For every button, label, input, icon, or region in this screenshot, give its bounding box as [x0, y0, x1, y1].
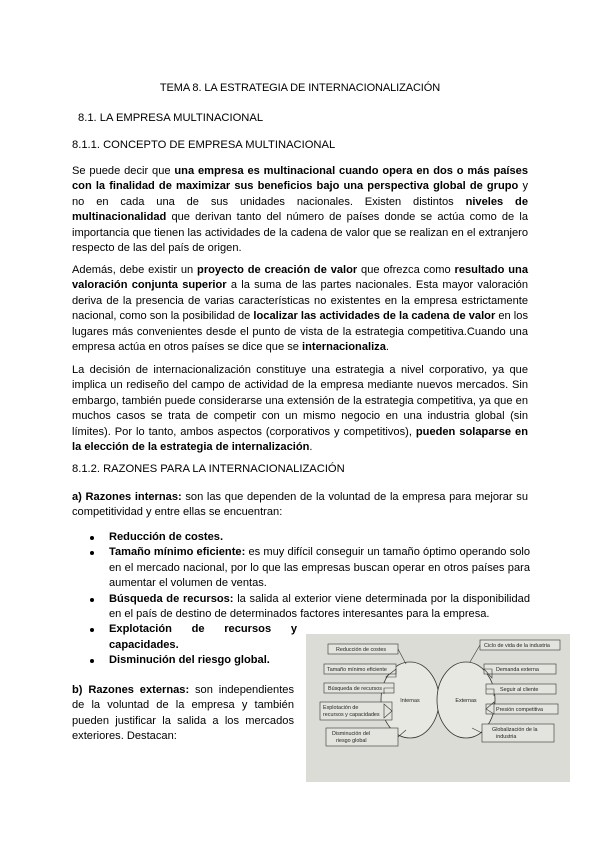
p2-bold-b: proyecto de creación de valor	[197, 264, 358, 276]
right-item-text: industria	[496, 734, 517, 740]
p1-text-a: Se puede decir que	[72, 165, 175, 177]
paragraph-internal-reasons	[72, 490, 528, 521]
bullet-bold: Reducción de costes.	[109, 531, 224, 543]
left-item-text: Disminución del	[332, 731, 371, 737]
left-item-text: Explotación de	[323, 705, 359, 711]
bullet-bold: Disminución del riesgo global.	[109, 654, 270, 667]
right-item-text: Presión competitiva	[496, 707, 544, 713]
section-heading-8-1-1: 8.1.1. CONCEPTO DE EMPRESA MULTINACIONAL	[72, 139, 336, 151]
list-item	[72, 530, 530, 545]
p3-bold-b: pueden solaparse en la elección de la estrategia de internalización	[72, 425, 528, 454]
p2-bold-f: localizar las actividades de la cadena de valor	[253, 310, 496, 323]
p2-bold-d: resultado una valoración conjunta superior	[72, 264, 528, 292]
reasons-diagram	[306, 634, 570, 782]
right-item-text: Ciclo de vida de la industria	[484, 643, 550, 649]
externas-label: Externas	[455, 698, 477, 704]
pa-bold-a: a) Razones internas:	[72, 491, 182, 503]
bullet-text: la salida al exterior viene determinada por la disponibilidad en el país de destino de determinados factores interesantes para la empresa.	[109, 592, 530, 621]
p1-text-e: que derivan tanto del número de países donde se actúa como de la importancia que tienen las actividades de la cadena de valor que se realizan en el extranjero respecto de las del país de origen.	[72, 211, 528, 255]
pb-text-b: son independientes de la voluntad de la empresa y también pueden justificar la salida a los mercados exteriores. Destacan:	[72, 684, 294, 743]
bullet-icon	[90, 628, 94, 632]
internas-label: Internas	[400, 698, 420, 704]
p1-bold-b: una empresa es multinacional cuando opera en dos o más países con la finalidad de maximizar sus beneficios bajo una perspectiva global de grupo	[72, 165, 528, 193]
right-item-text: Globalización de la	[492, 727, 538, 733]
p1-text-c: y no en cada una de sus unidades nacionales. Existen distintos	[72, 180, 528, 208]
paragraph-internationalization-decision	[72, 363, 528, 455]
section-heading-8-1: 8.1. LA EMPRESA MULTINACIONAL	[78, 112, 264, 124]
right-item-text: Seguir al cliente	[500, 687, 539, 693]
p2-text-c: que ofrezca como	[357, 264, 455, 276]
p2-text-a: Además, debe existir un	[72, 264, 198, 276]
p2-text-g: en los lugares más convenientes desde el punto de vista de la estrategia competitiva.Cuando una empresa actúa en otros países se dice que se	[72, 310, 528, 354]
bullet-text: es muy difícil conseguir un tamaño óptimo operando solo en el mercado nacional, por lo que las empresas buscan operar en otros países para aumentar el volumen de ventas.	[109, 546, 530, 590]
left-item-text: Tamaño mínimo eficiente	[327, 667, 387, 673]
list-item	[72, 622, 297, 653]
pa-text-b: son las que dependen de la voluntad de la empresa para mejorar su competitividad y entre ellas se encuentran:	[72, 491, 528, 519]
left-item-text: recursos y capacidades	[323, 712, 380, 718]
list-item	[72, 653, 297, 668]
pb-bold-a: b) Razones externas:	[72, 684, 190, 696]
right-item-text: Demanda externa	[496, 667, 539, 673]
page-title: TEMA 8. LA ESTRATEGIA DE INTERNACIONALIZACIÓN	[159, 82, 441, 94]
p3-text-a: La decisión de internacionalización constituye una estrategia a nivel corporativo, ya que implica un rediseño del campo de actividad de la empresa mediante nuevos mercados. Sin embargo, también puede considerarse una extensión de la estrategia competitiva, ya que en muchos casos se trata de competir con un mismo negocio en una industria global (sin límites). Por lo tanto, ambos aspectos (corporativos y competitivos),	[72, 364, 528, 438]
right-connector	[470, 645, 480, 662]
paragraph-concept	[72, 164, 528, 256]
left-connector	[398, 649, 406, 664]
bullet-icon	[90, 536, 94, 540]
section-heading-8-1-2: 8.1.2. RAZONES PARA LA INTERNACIONALIZACIÓN	[72, 463, 345, 475]
bullet-icon	[90, 598, 94, 602]
left-item-text: Reducción de costes	[336, 647, 387, 653]
reasons-diagram-image	[306, 634, 570, 782]
bullet-icon	[90, 551, 94, 555]
p2-text-i: .	[385, 341, 389, 354]
left-item-text: Búsqueda de recursos	[328, 686, 382, 692]
p3-text-c: .	[309, 441, 313, 454]
p1-bold-d: niveles de multinacionalidad	[72, 195, 528, 224]
list-item	[72, 545, 530, 591]
paragraph-external-reasons	[72, 683, 294, 745]
left-item-text: riesgo global	[336, 738, 367, 744]
paragraph-value-creation	[72, 263, 528, 355]
bullet-bold: Explotación de recursos y capacidades.	[109, 623, 297, 651]
p2-bold-h: internacionaliza	[302, 341, 386, 354]
bullet-bold: Tamaño mínimo eficiente:	[109, 546, 246, 559]
bullet-bold: Búsqueda de recursos:	[109, 592, 234, 605]
bullet-icon	[90, 659, 94, 663]
list-item	[72, 592, 530, 623]
p2-text-e: a la suma de las partes nacionales. Esta mayor valoración deriva de la presencia de varias características no existentes en la empresa estrictamente nacional, como son la posibilidad de	[72, 279, 529, 323]
